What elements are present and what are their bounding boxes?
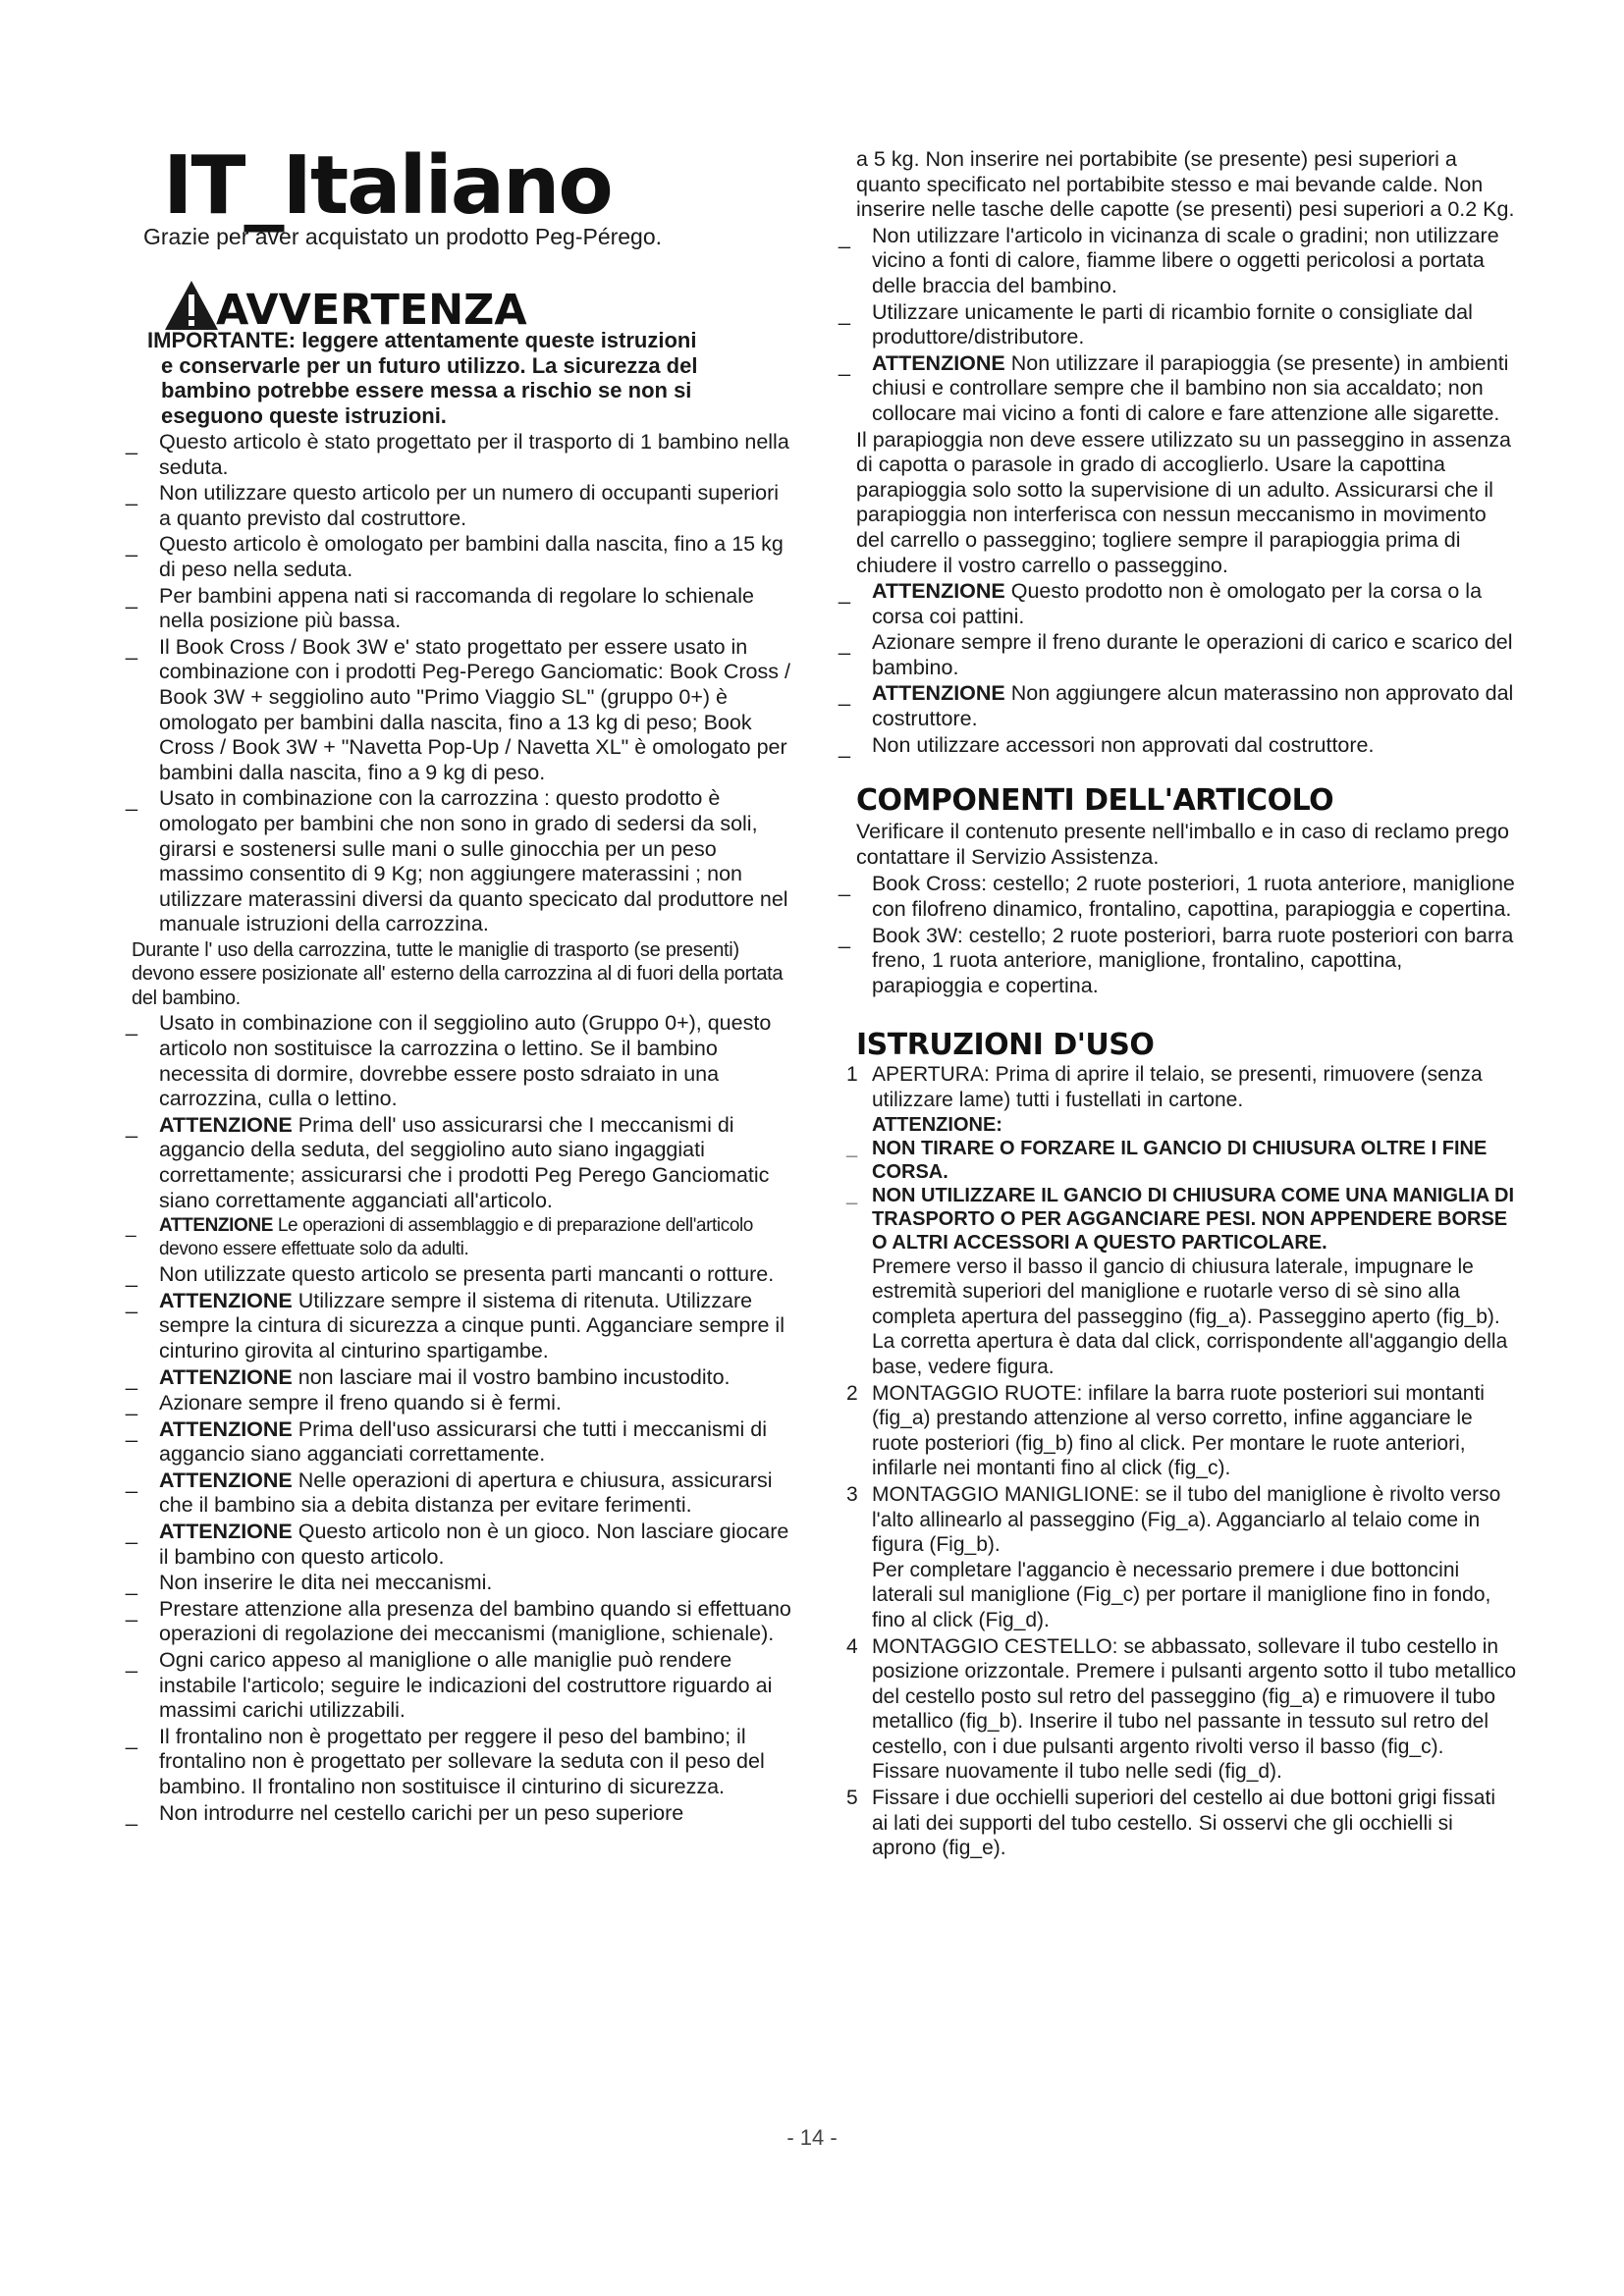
list-item xyxy=(126,1011,791,1111)
list-item xyxy=(856,147,1516,223)
bullet-dash: _ xyxy=(126,1114,137,1139)
list-item xyxy=(126,532,791,582)
bullet-dash: _ xyxy=(126,1573,137,1597)
attention-label: ATTENZIONE xyxy=(872,579,1005,604)
list-item-text: Prima dell' uso assicurarsi che I meccanismi di aggancio della seduta, del seggiolino auto siano ingaggiati correttamente; assicurarsi che i prodotti Peg Perego Ganciomatic siano correttamente agganciati all'articolo. xyxy=(159,1112,770,1212)
list-item-text: Durante l' uso della carrozzina, tutte le maniglie di trasporto (se presenti) devono essere posizionate all' esterno della carrozzina al di fuori della portata del bambino. xyxy=(132,938,784,1009)
list-item xyxy=(856,428,1516,579)
list-item-text: Prima dell'uso assicurarsi che tutti i meccanismi di aggancio siano agganciati correttamente. xyxy=(159,1416,768,1467)
list-item xyxy=(839,579,1516,629)
list-item xyxy=(132,938,791,1011)
list-item: _ Book 3W: cestello; 2 ruote posteriori, barra ruote posteriori con barra freno, 1 ruota anteriore, maniglione, frontalino, capottina, parapioggia e copertina. xyxy=(839,923,1514,997)
left-warning-list xyxy=(126,430,791,1827)
list-item xyxy=(839,299,1516,350)
list-item xyxy=(126,1571,791,1597)
list-item-text: Utilizzare sempre il sistema di ritenuta. Utilizzare sempre la cintura di sicurezza a cinque punti. Agganciare sempre il cinturino girovita al cinturino spartigambe. xyxy=(159,1288,785,1362)
attention-label: ATTENZIONE xyxy=(159,1364,293,1389)
list-item xyxy=(839,681,1516,731)
list-item-text: Prestare attenzione alla presenza del bambino quando si effettuano operazioni di regolazione dei meccanismi (maniglione, schienale). xyxy=(159,1596,791,1646)
bullet-dash: _ xyxy=(126,1393,137,1417)
list-item-text: a 5 kg. Non inserire nei portabibite (se presente) pesi superiori a quanto specificato nel portabibite stesso e mai bevande calde. Non inserire nelle tasche delle capotte (se presenti) pesi superiori a 0.2 Kg. xyxy=(856,147,1515,222)
instruction-step-4: 4 MONTAGGIO CESTELLO: se abbassato, sollevare il tubo cestello in posizione orizzontale. Premere i pulsanti argento sotto il tubo metallico del cestello posto sul retro del passeggino (fig_a) e rimuovere il tubo metallico (fig_b). Inserire il tubo nel passante in tessuto sul retro del cestello, con i due pulsanti argento rivolti verso il basso (fig_c). Fissare nuovamente il tubo nelle sedi (fig_d). xyxy=(846,1634,1517,1784)
bullet-dash: _ xyxy=(126,432,137,455)
component-item-book-3w: Book 3W: cestello; 2 ruote posteriori, barra ruote posteriori con barra freno, 1 ruota anteriore, maniglione, frontalino, capottina, parapioggia e copertina. xyxy=(872,923,1514,997)
list-item xyxy=(126,430,791,480)
list-item-text: Non utilizzare il parapioggia (se presente) in ambienti chiusi e controllare sempre che il bambino non sia accaldato; non collocare mai vicino a fonti di calore e fare attenzione alle sigarette. xyxy=(872,350,1509,425)
list-item xyxy=(126,786,791,937)
attention-label: ATTENZIONE xyxy=(159,1416,293,1441)
attention-label: ATTENZIONE xyxy=(872,350,1005,375)
list-item-text: Non utilizzate questo articolo se presenta parti mancanti o rotture. xyxy=(159,1262,775,1287)
list-item xyxy=(839,350,1516,427)
bullet-dash: _ xyxy=(126,585,137,610)
page-number: - 14 - xyxy=(786,2125,838,2150)
attention-label: ATTENZIONE xyxy=(159,1112,293,1137)
list-item-text: Azionare sempre il freno durante le operazioni di carico e scarico del bambino. xyxy=(872,630,1513,679)
list-item-text: Il parapioggia non deve essere utilizzato su un passeggino in assenza di capotta o parasole in grado di accoglierlo. Usare la capottina parapioggia solo sotto la supervisione di un adulto. Assicurarsi che il parapioggia non interferisca con nessun meccanismo in movimento del carrello o passeggino; togliere sempre il parapioggia prima di chiudere il vostro carrello o passeggino. xyxy=(856,427,1511,577)
list-item xyxy=(126,1596,791,1647)
list-item xyxy=(126,1724,791,1800)
instruction-step-3: 3 MONTAGGIO MANIGLIONE: se il tubo del maniglione è rivolto verso l'alto allinearlo al passeggino (Fig_a). Agganciarlo al telaio come in figura (Fig_b). Per completare l'aggancio è necessario premere i due bottoncini laterali sul maniglione (Fig_c) per portare il maniglione fino in fondo, fino al click (Fig_d). xyxy=(856,1482,1516,1633)
important-rest: e conservarle per un futuro utilizzo. La sicurezza del bambino potrebbe essere messa a rischio se non si eseguono queste istruzioni. xyxy=(161,352,698,428)
list-item-text: non lasciare mai il vostro bambino incustodito. xyxy=(298,1364,731,1389)
bullet-dash: _ xyxy=(839,581,850,606)
list-item-text: Non introdurre nel cestello carichi per un peso superiore xyxy=(159,1800,684,1825)
list-item xyxy=(126,1648,791,1724)
page-subtitle: Grazie per aver acquistato un prodotto Peg-Pérego. xyxy=(143,224,663,249)
bullet-dash: _ xyxy=(839,632,850,657)
list-item xyxy=(126,1262,791,1289)
list-item xyxy=(126,1364,791,1391)
list-item xyxy=(126,1468,791,1519)
list-item-text: Questo articolo è omologato per bambini dalla nascita, fino a 15 kg di peso nella seduta. xyxy=(159,532,784,581)
list-item xyxy=(126,634,791,786)
bullet-dash: _ xyxy=(126,1469,137,1494)
bullet-dash: _ xyxy=(126,788,137,813)
bullet-dash: _ xyxy=(839,352,850,377)
bullet-dash: _ xyxy=(839,734,850,759)
list-item: _ Book Cross: cestello; 2 ruote posteriori, 1 ruota anteriore, maniglione con filofreno dinamico, frontalino, capottina, parapioggia e copertina. xyxy=(839,872,1515,922)
list-item-text: Il Book Cross / Book 3W e' stato progettato per essere usato in combinazione con i prodotti Peg-Perego Ganciomatic: Book Cross / Book 3W + seggiolino auto "Primo Viaggio SL" (gruppo 0+) è omologato per bambini dalla nascita, fino a 13 kg di peso; Book Cross / Book 3W + "Navetta Pop-Up / Navetta XL" è omologato per bambini dalla nascita, fino a 9 kg di peso. xyxy=(159,634,790,784)
bullet-dash: _ xyxy=(126,1366,137,1391)
instruction-step-5: 5 Fissare i due occhielli superiori del cestello ai due bottoni grigi fissati ai lati dei supporti del tubo cestello. Si osservi che gli occhielli si aprono (fig_e). xyxy=(846,1787,1495,1860)
step3-body: Per completare l'aggancio è necessario premere i due bottoncini laterali sul maniglione (Fig_c) per portare il maniglione fino in fondo, fino al click (Fig_d). xyxy=(872,1558,1491,1631)
list-item-text: Non inserire le dita nei meccanismi. xyxy=(159,1571,493,1595)
warning-triangle-icon xyxy=(163,279,220,332)
list-item xyxy=(126,1288,791,1364)
bullet-dash: _ xyxy=(839,225,850,249)
list-item-text: Le operazioni di assemblaggio e di preparazione dell'articolo devono essere effettuate solo da adulti. xyxy=(159,1215,753,1260)
attention-label: ATTENZIONE xyxy=(159,1520,293,1544)
bullet-dash: _ xyxy=(126,1598,137,1623)
list-item-text: Il frontalino non è progettato per reggere il peso del bambino; il frontalino non è progettato per sollevare la seduta con il peso del bambino. Il frontalino non sostituisce il cinturino di sicurezza. xyxy=(159,1724,765,1798)
right-column xyxy=(839,147,1517,1862)
bullet-dash: _ xyxy=(126,1013,137,1038)
list-item-text: Ogni carico appeso al maniglione o alle maniglie può rendere instabile l'articolo; seguire le indicazioni del costruttore riguardo ai massimi carichi utilizzabili. xyxy=(159,1648,773,1723)
list-item xyxy=(839,223,1516,299)
warning-heading xyxy=(163,279,527,335)
instruction-step-2: 2 MONTAGGIO RUOTE: infilare la barra ruote posteriori sui montanti (fig_a) prestando attenzione al verso corretto, infine agganciare le ruote posteriori (fig_b) fino al click. Per montare le ruote anteriori, infilarle nei montanti fino al click (fig_c). xyxy=(846,1381,1485,1480)
list-item-text: Usato in combinazione con la carrozzina : questo prodotto è omologato per bambini che non sono in grado di sedersi da soli, girarsi e sostenersi sulle mani o sulle ginocchia per un peso massimo consentito di 9 Kg; non aggiungere materassini ; non utilizzare materassini diversi da quanto specicato dal produttore nel manuale istruzioni della carrozzina. xyxy=(159,786,788,936)
important-notice xyxy=(147,328,785,428)
instruction-step-1: 1 APERTURA: Prima di aprire il telaio, se presenti, rimuovere (senza utilizzare lame) tutti i fustellati in cartone. ATTENZIONE: _ NON TIRARE O FORZARE IL GANCIO DI CHIUSURA OLTRE I FINE CORSA. _ NON UTILIZZARE IL GANCIO DI CHIUSURA COME UNA MANIGLIA DI TRASPORTO O PER AGGANCIARE PESI. NON APPENDERE BORSE O ALTRI ACCESSORI A QUESTO PARTICOLARE. Premere verso il basso il gancio di chiusura laterale, impugnare le estremità superiori del maniglione e ruotarle verso di sè sino alla completa apertura del passeggino (fig_a). Passeggino aperto (fig_b). La corretta apertura è data dal click, corrispondente all'aggangio della base, vedere figura. xyxy=(846,1063,1515,1378)
important-first-line: leggere attentamente queste istruzioni xyxy=(301,328,697,352)
attention-label: ATTENZIONE xyxy=(159,1468,293,1492)
list-item-text: Non utilizzare accessori non approvati dal costruttore. xyxy=(872,732,1375,757)
page-title: IT_Italiano xyxy=(163,139,612,233)
step1-attention: ATTENZIONE: xyxy=(872,1113,1002,1136)
bullet-dash: _ xyxy=(126,1264,137,1289)
bullet-dash: _ xyxy=(839,301,850,326)
attention-label: ATTENZIONE xyxy=(872,681,1005,706)
bullet-dash: _ xyxy=(126,636,137,661)
components-intro: Verificare il contenuto presente nell'imballo e in caso di reclamo prego contattare il Servizio Assistenza. xyxy=(856,820,1509,869)
bullet-dash: _ xyxy=(126,1650,137,1675)
step1-body: Premere verso il basso il gancio di chiusura laterale, impugnare le estremità superiori del maniglione e ruotarle verso di sè sino alla completa apertura del passeggino (fig_a). Passeggino aperto (fig_b). La corretta apertura è data dal click, corrispondente all'aggangio della base, vedere figura. xyxy=(872,1255,1508,1378)
list-item-text: Questo articolo è stato progettato per il trasporto di 1 bambino nella seduta. xyxy=(159,430,789,479)
list-item-text: Non aggiungere alcun materassino non approvato dal costruttore. xyxy=(872,681,1514,731)
bullet-dash: _ xyxy=(126,1726,137,1750)
list-item-text: Utilizzare unicamente le parti di ricambio fornite o consigliate dal produttore/distributore. xyxy=(872,299,1473,349)
left-column xyxy=(126,430,791,1827)
bullet-dash: _ xyxy=(126,1522,137,1546)
important-label: IMPORTANTE: xyxy=(147,328,297,352)
step1-warning-2: _ NON UTILIZZARE IL GANCIO DI CHIUSURA COME UNA MANIGLIA DI TRASPORTO O PER AGGANCIARE PESI. NON APPENDERE BORSE O ALTRI ACCESSORI A QUESTO PARTICOLARE. xyxy=(846,1184,1515,1254)
attention-label: ATTENZIONE xyxy=(159,1288,293,1312)
bullet-dash: _ xyxy=(126,1290,137,1314)
list-item-text: Questo articolo non è un gioco. Non lasciare giocare il bambino con questo articolo. xyxy=(159,1520,789,1569)
list-item-text: Nelle operazioni di apertura e chiusura, assicurarsi che il bambino sia a debita distanza per evitare ferimenti. xyxy=(159,1468,773,1518)
list-item-text: Azionare sempre il freno quando si è fermi. xyxy=(159,1391,562,1415)
list-item-text: Non utilizzare questo articolo per un numero di occupanti superiori a quanto previsto dal costruttore. xyxy=(159,481,780,530)
list-item xyxy=(126,583,791,634)
components-heading: COMPONENTI DELL'ARTICOLO xyxy=(856,783,1334,819)
step1-warning-1: _ NON TIRARE O FORZARE IL GANCIO DI CHIUSURA OLTRE I FINE CORSA. xyxy=(846,1137,1488,1183)
bullet-dash: _ xyxy=(126,1802,137,1827)
bullet-dash: _ xyxy=(126,1217,136,1239)
bullet-dash: _ xyxy=(126,483,137,507)
list-item xyxy=(126,1391,791,1417)
list-item xyxy=(126,481,791,531)
bullet-dash: _ xyxy=(839,683,850,708)
list-item-text: Questo prodotto non è omologato per la corsa o la corsa coi pattini. xyxy=(872,579,1483,628)
instructions-heading: ISTRUZIONI D'USO xyxy=(856,1028,1155,1063)
warning-title: AVVERTENZA xyxy=(216,286,527,335)
list-item xyxy=(126,1416,791,1468)
list-item xyxy=(126,1214,791,1261)
list-item-text: Usato in combinazione con il seggiolino auto (Gruppo 0+), questo articolo non sostituisce la carrozzina o lettino. Se il bambino necessita di dormire, dovrebbe essere posto sdraiato in una carrozzina, culla o lettino. xyxy=(159,1011,772,1111)
instructions-list xyxy=(846,1062,1517,1860)
list-item xyxy=(126,1112,791,1213)
list-item xyxy=(839,732,1516,759)
components-list xyxy=(839,872,1516,998)
component-item-book-cross: Book Cross: cestello; 2 ruote posteriori, 1 ruota anteriore, maniglione con filofreno dinamico, frontalino, capottina, parapioggia e copertina. xyxy=(872,872,1515,922)
attention-label: ATTENZIONE xyxy=(159,1215,273,1237)
list-item xyxy=(126,1520,791,1570)
list-item xyxy=(126,1800,791,1827)
list-item xyxy=(839,630,1516,680)
list-item-text: Non utilizzare l'articolo in vicinanza di scale o gradini; non utilizzare vicino a fonti di calore, fiamme libere o oggetti pericolosi a portata delle braccia del bambino. xyxy=(872,223,1499,297)
right-warning-list xyxy=(839,147,1516,759)
bullet-dash: _ xyxy=(126,534,137,559)
bullet-dash: _ xyxy=(126,1418,137,1443)
list-item-text: Per bambini appena nati si raccomanda di regolare lo schienale nella posizione più bassa. xyxy=(159,583,754,633)
